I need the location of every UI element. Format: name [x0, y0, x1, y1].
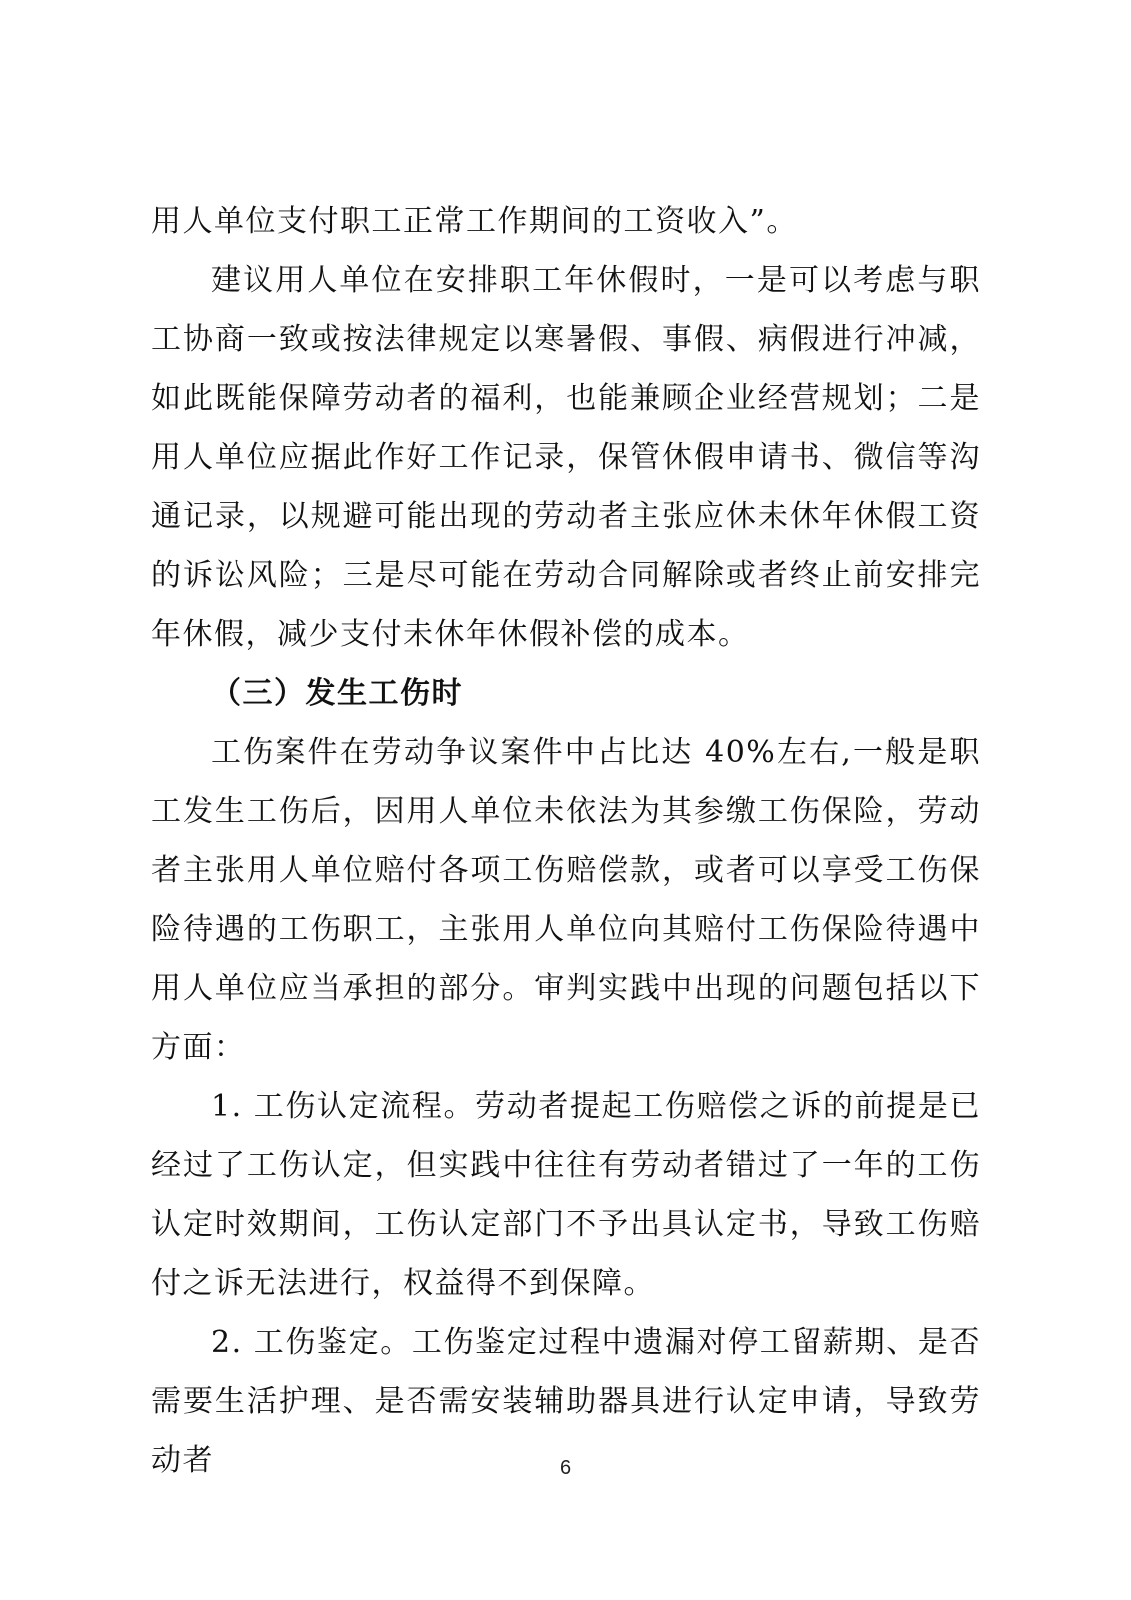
paragraph-annual-leave-advice: 建议用人单位在安排职工年休假时，一是可以考虑与职工协商一致或按法律规定以寒暑假、事假、病假进行冲减，如此既能保障劳动者的福利，也能兼顾企业经营规划；二是用人单位应据此作好工作记录，保管休假申请书、微信等沟通记录，以规避可能出现的劳动者主张应休未休年休假工资的诉讼风险；三是尽可能在劳动合同解除或者终止前安排完年休假，减少支付未休年休假补偿的成本。 — [151, 263, 981, 652]
paragraph-injury-recognition: 1. 工伤认定流程。劳动者提起工伤赔偿之诉的前提是已经过了工伤认定，但实践中往往有劳动者错过了一年的工伤认定时效期间，工伤认定部门不予出具认定书，导致工伤赔付之诉无法进行，权益得不到保障。 — [151, 1089, 981, 1301]
paragraph-continuation: 用人单位支付职工正常工作期间的工资收入”。 — [151, 204, 798, 239]
page-number: 6 — [559, 1457, 572, 1479]
paragraph-work-injury-overview: 工伤案件在劳动争议案件中占比达 40%左右,一般是职工发生工伤后，因用人单位未依法为其参缴工伤保险，劳动者主张用人单位赔付各项工伤赔偿款，或者可以享受工伤保险待遇的工伤职工，主张用人单位向其赔付工伤保险待遇中用人单位应当承担的部分。审判实践中出现的问题包括以下方面： — [151, 735, 981, 1065]
body-text — [151, 192, 981, 1490]
section-heading-work-injury: （三）发生工伤时 — [211, 676, 463, 711]
paragraph-injury-appraisal: 2. 工伤鉴定。工伤鉴定过程中遗漏对停工留薪期、是否需要生活护理、是否需安装辅助器具进行认定申请，导致劳动者 — [151, 1325, 981, 1478]
